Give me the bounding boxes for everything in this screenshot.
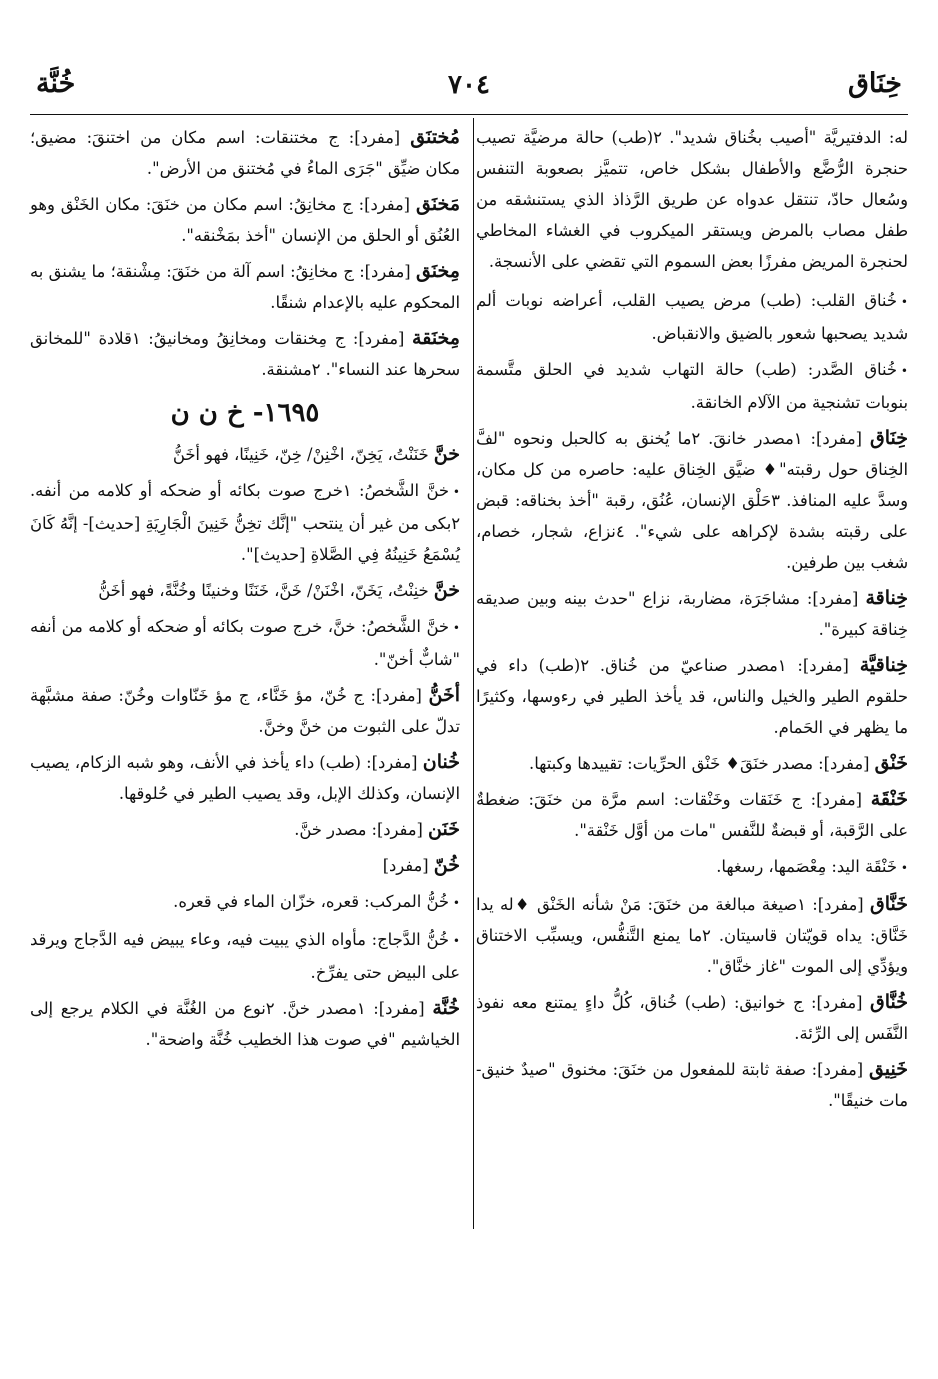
dictionary-entry — [476, 784, 908, 846]
dictionary-entry — [476, 889, 908, 982]
page-header — [30, 68, 908, 108]
entry-headword: خِنَاق — [869, 427, 908, 449]
entry-text: [مفرد]: ج مختنقات: اسم مكان من اختنقَ: مضيق؛ مكان ضيِّق "جَرَى الماءُ في مُختنق من الأرض". — [30, 128, 460, 178]
entry-text: خنَّ الشَّخصُ: خنَّ، خرج صوت بكائه أو ضحكه أو كلامه من أنفه "شابٌّ أخنّ". — [30, 617, 460, 669]
entry-text: خنِنْتُ، يَخَنّ، اخْنَنْ/ خَنَّ، خَنَنًا وخنينًا وخُنَّةً، فهو أخَنُّ — [98, 581, 429, 600]
entry-text: [مفرد] — [382, 856, 429, 875]
dictionary-entry — [476, 1054, 908, 1116]
entry-headword: مِخنَقة — [412, 327, 460, 349]
dictionary-entry — [30, 575, 460, 606]
dictionary-entry — [30, 323, 460, 385]
entry-headword: مِخنَق — [415, 260, 460, 282]
dictionary-entry — [30, 122, 460, 184]
entry-text: [مفرد]: صفة ثابتة للمفعول من خنَقَ: مخنوق "صيدٌ خنيق- مات خنيقًا". — [476, 1060, 908, 1110]
entry-headword: خُنَّة — [432, 997, 460, 1019]
entry-text: خَنَنْتُ، يَخِنّ، اخْنِنْ/ خِنّ، خَنِينًا، فهو أخَنُّ — [172, 445, 429, 464]
entry-headword: خِناقيَّة — [859, 654, 908, 676]
entry-text: [مفرد]: ج مخانِقُ: اسم آلة من خنَقَ: مِشْنقة؛ ما يشنق به المحكوم عليه بالإعدام شنقًا. — [30, 262, 460, 312]
bullet-icon: • — [452, 934, 460, 948]
dictionary-entry — [30, 439, 460, 470]
sub-entry — [30, 886, 460, 919]
entry-headword: مُختنَق — [410, 126, 460, 148]
running-head-last-word: خُنَّة — [36, 68, 76, 99]
entry-text: خُناق الصَّدر: (طب) حالة التهاب شديد في الحلق متَّسمة بنوبات تشنجية من الآلام الخانقة. — [476, 360, 908, 412]
bullet-icon: • — [452, 485, 460, 499]
header-rule — [30, 114, 908, 115]
sub-entry — [30, 475, 460, 570]
entry-headword: خَنِيق — [868, 1058, 908, 1080]
entry-headword: خنَّ — [433, 579, 460, 601]
left-column — [30, 122, 460, 1060]
entry-text: خُناق القلب: (طب) مرض يصيب القلب، أعراضه نوبات ألم شديد يصحبها شعور بالضيق والانقباض. — [476, 291, 908, 343]
dictionary-entry — [30, 189, 460, 251]
dictionary-entry — [30, 680, 460, 742]
root-section-heading: ١٦٩٥- خ ن ن — [170, 398, 320, 428]
column-divider — [473, 118, 474, 1229]
bullet-icon: • — [452, 896, 460, 910]
sub-entry — [476, 851, 908, 884]
entry-headword: خُنان — [422, 751, 460, 773]
entry-text: خُنُّ الدَّجاج: مأواه الذي يبيت فيه، وعاء يبيض فيه الدَّجاج ويرقد على البيض حتى يفرِّخ. — [30, 930, 460, 982]
dictionary-entry — [476, 748, 908, 779]
bullet-icon: • — [900, 295, 908, 309]
dictionary-entry — [30, 850, 460, 881]
entry-text: [مفرد]: ج خُنّ، مؤ خَنَّاء، ج مؤ خَنّاوات وخُنّ: صفة مشبَّهة تدلّ على الثبوت من خنَّ وخنَّ. — [30, 686, 460, 736]
bullet-icon: • — [900, 861, 908, 875]
right-column — [476, 122, 908, 1121]
entry-headword: خِناقة — [865, 587, 908, 609]
entry-text: [مفرد]: ١صيغة مبالغة من خنَقَ: مَنْ شأنه الخَنْق ♦له يدا خَنَّاق: يداه قويّتان قاسيتان. ٢ما يمنع التَّنفُّس، ويسبِّب الاختناق ويؤدِّي إلى الموت "غاز خنَّاق". — [476, 895, 909, 976]
entry-text: [مفرد]: ج مخانِقُ: اسم مكان من خنَقَ: مكان الخَنْق وهو العُنُق أو الحلق من الإنسان "أخذ بمَخْنقه". — [30, 195, 460, 245]
sub-entry — [476, 285, 908, 349]
entry-text: [مفرد]: مصدر خنَقَ♦ خَنْق الحرِّيات: تقييدها وكبتها. — [529, 754, 870, 773]
entry-headword: خَنْق — [874, 752, 908, 774]
dictionary-entry — [476, 650, 908, 743]
dictionary-entry — [476, 987, 908, 1049]
sub-entry — [30, 611, 460, 675]
entry-headword: خَنَن — [428, 818, 460, 840]
entry-headword: خَنَّاق — [869, 893, 908, 915]
entry-text: له: الدفتيريَّة "أصيب بخُناق شديد". ٢(طب) حالة مرضيَّة تصيب حنجرة الرُّضَّع والأطفال بشكل خاص، تتميَّز بصعوبة التنفس وسُعال حادّ، تنتقل عدواه عن طريق الرَّذاذ الذي يستنشقه من طفل مصاب بالمرض ويستقر الميكروب في الغشاء المخاطي لحنجرة المريض مفرزًا بعض السموم التي تقضي على الأنسجة. — [476, 128, 908, 271]
entry-text: خنَّ الشَّخصُ: ١خرج صوت بكائه أو ضحكه أو كلامه من أنفه. ٢بكى من غير أن ينتحب "إنَّك تخِنُّ خَنِينَ الْجَارِيَةِ [حديث]- إنَّهُ كَانَ يُسْمَعُ خَنِينُهُ فِي الصَّلاةِ [حديث]". — [30, 481, 460, 564]
entry-text: [مفرد]: (طب) داء يأخذ في الأنف، وهو شبه الزكام، يصيب الإنسان، وكذلك الإبل، وقد يصيب الطير في حُلوقها. — [30, 753, 460, 803]
entry-text: خُنُّ المركب: قعره، خزّان الماء في قعره. — [173, 892, 449, 911]
sub-entry — [476, 354, 908, 418]
dictionary-entry — [30, 747, 460, 809]
entry-text: [مفرد]: ج خَنَقات وخَنْقات: اسم مرَّة من خنَقَ: ضغطةٌ على الرَّقبة، أو قبضةٌ للنَّفس "مات من أوَّل خَنْقة". — [476, 790, 908, 840]
running-head-first-word: خِنَاق — [847, 68, 902, 99]
entry-headword: أخَنُّ — [428, 684, 460, 706]
entry-text: [مفرد]: ١مصدر صناعيّ من خُناق. ٢(طب) داء في حلقوم الطير والخيل والناس، قد يأخذ الطير في رءوسها، وكثيرًا ما يظهر في الحَمام. — [476, 656, 908, 737]
dictionary-entry — [30, 814, 460, 845]
dictionary-entry — [476, 423, 908, 578]
entry-headword: خُنّ — [433, 854, 460, 876]
dictionary-entry — [476, 583, 908, 645]
continued-text — [476, 122, 908, 277]
entry-text: [مفرد]: ١مصدر خانقَ. ٢ما يُخنق به كالحبل ونحوه "لفَّ الخِناق حول رقبته"♦ ضيَّق الخِناق عليه: حاصره من كل مكان، وسدَّ عليه المنافذ. ٣حَلْق الإنسان، عُنُق، رقبة "أخذ بخناقه: قبض على رقبته بشدة لإكراهه على شيء". ٤نزاع، شجار، خصام، شغب بين طرفين. — [476, 429, 909, 572]
dictionary-entry — [30, 256, 460, 318]
entry-headword: خَنْقَة — [870, 788, 908, 810]
bullet-icon: • — [900, 364, 908, 378]
page-number: ٧٠٤ — [448, 70, 490, 100]
entry-headword: خُنَّاق — [869, 991, 908, 1013]
entry-text: [مفرد]: مشاجَرَة، مضاربة، نزاع "حدث بينه وبين صديقه خِناقة كبيرة". — [476, 589, 908, 639]
entry-text: [مفرد]: ج خوانيق: (طب) خُناق، كُلُّ داءٍ يمتنع معه نفوذ النَّفَس إلى الرِّئة. — [476, 993, 908, 1043]
entry-text: [مفرد]: ١مصدر خنَّ. ٢نوع من الغُنَّة في الكلام يرجع إلى الخياشيم "في صوت هذا الخطيب خُنَّة واضحة". — [30, 999, 460, 1049]
entry-text: [مفرد]: ج مِخنقات ومخانِقُ ومخانيقُ: ١قلادة "للمخانق سحرها عند النساء". ٢مشنقة. — [30, 329, 460, 379]
entry-text: [مفرد]: مصدر خنَّ. — [294, 820, 423, 839]
dictionary-entry — [30, 993, 460, 1055]
sub-entry — [30, 924, 460, 988]
bullet-icon: • — [452, 621, 460, 635]
entry-text: خَنْقَة اليد: مِعْصَمها، رسغها. — [716, 857, 897, 876]
entry-headword: خنَّ — [433, 443, 460, 465]
entry-headword: مَخنَق — [415, 193, 460, 215]
